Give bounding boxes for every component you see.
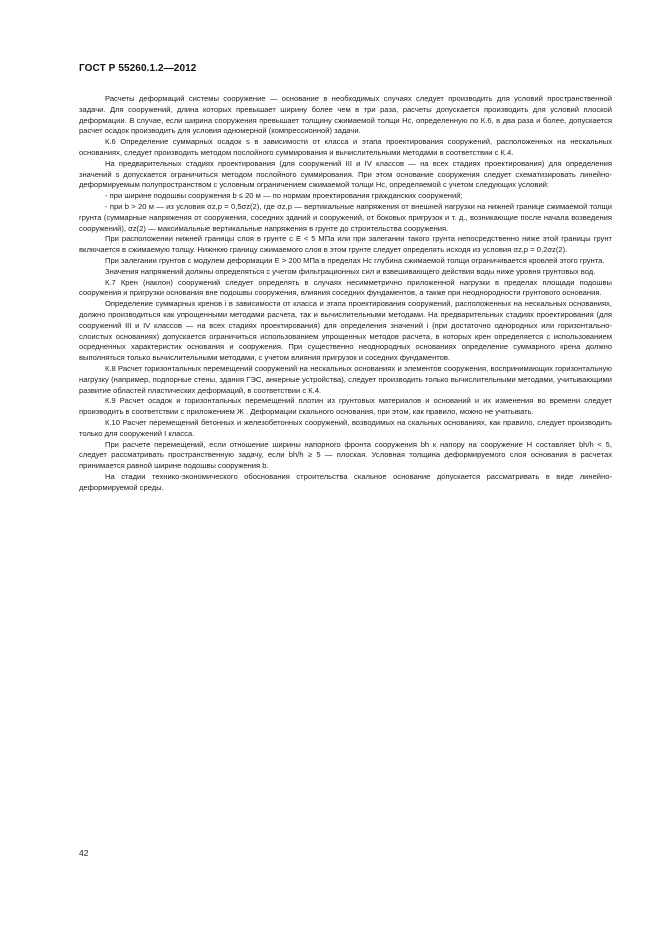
paragraph: При расчете перемещений, если отношение ширины напорного фронта сооружения bh к напору на сооружение H составляет bh/h < 5, следует рассматривать пространственную задачу, если bh/h ≥ 5 — плоская. Условная толщина деформируемого слоя основания в расчетах принимается равной ширине подошвы сооружения b. [79,439,612,471]
document-body [79,94,612,493]
paragraph: При расположении нижней границы слоя в грунте с E < 5 МПа или при залегании такого грунта непосредственно ниже этой границы грунт включается в сжимаемую толщу. Нижнюю границу сжимаемого слоя в этом грунте следует определять исходя из условия σz,p = 0,2σz(2). [79,234,612,255]
page-number: 42 [79,848,89,858]
paragraph: К.6 Определение суммарных осадок s в зависимости от класса и этапа проектирования сооружений, расположенных на нескальных основаниях, следует производить методом послойного суммирования и вычислительными методами в соответствии с К.4. [79,137,612,157]
paragraph: На стадии технико-экономического обоснования строительства скальное основание допускается рассматривать в виде линейно-деформируемой среды. [79,471,612,492]
paragraph: Значения напряжений должны определяться с учетом фильтрационных сил и взвешивающего действия воды ниже уровня грунтовых вод. [105,266,596,276]
paragraph: При залегании грунтов с модулем деформации E > 200 МПа в пределах Hc глубина сжимаемой толщи ограничивается кровлей этого грунта. [105,255,605,265]
paragraph: К.8 Расчет горизонтальных перемещений сооружений на нескальных основаниях и элементов сооружения, воспринимающих горизонтальную нагрузку (например, подпорные стены, здания ГЭС, анкерные устройства), следует производить только вычислительными методами, учитывающими развитие областей пластических деформаций, в соответствии с К.4. [79,363,612,395]
paragraph: - при b > 20 м — из условия σz,p = 0,5σz(2), где σz,p — вертикальные напряжения от внешней нагрузки на нижней границе сжимаемой толщи грунта (суммарные напряжения от сооружения, соседних зданий и сооружений, от боковых пригрузок и т. д., возникающие после начала возведения сооружений), σz(2) — максимальные вертикальные напряжения в грунте до строительства сооружения. [79,201,612,233]
document-header: ГОСТ Р 55260.1.2—2012 [79,63,197,74]
paragraph: Определение суммарных кренов i в зависимости от класса и этапа проектирования сооружений, расположенных на нескальных основаниях, должно производиться как упрощенными методами расчета, так и вычислительными методами. На предварительных стадиях проектирования (для сооружений III и IV классов — на всех стадиях проектирования) для определения значений i (при достаточно однородных или горизонтально-слоистых основаниях) допускается ограничиться использованием упрощенных методов расчета, в которых крен определяется с использованием осредненных характеристик основания и сооружения. При существенно неоднородных основаниях определение суммарного крена должно выполняться только вычислительными методами, с учетом влияния пригрузок и соседних фундаментов. [79,299,612,363]
paragraph: К.7 Крен (наклон) сооружений следует определять в случаях несимметрично приложенной нагрузки в пределах площади подошвы сооружения и пригрузки основания вне подошвы сооружения, влияния соседних фундаментов, а также при неоднородности грунтового основания. [79,277,612,298]
paragraph: К.10 Расчет перемещений бетонных и железобетонных сооружений, возводимых на скальных основаниях, как правило, следует производить только для сооружений I класса. [79,417,612,438]
paragraph: - при ширине подошвы сооружения b ≤ 20 м — по нормам проектирования гражданских сооружений; [105,191,463,201]
paragraph: Расчеты деформаций системы сооружение — основание в необходимых случаях следует производить для условий пространственной задачи. Для сооружений, длина которых превышает ширину более чем в три раза, расчеты допускается производить для условий плоской деформации. В случае, если ширина сооружения превышает толщину сжимаемой толщи Hc, определенную по К.6, в два раза и более, допускается расчет осадок производить для условия одномерной (компрессионной) задачи. [79,94,612,136]
paragraph: На предварительных стадиях проектирования (для сооружений III и IV классов — на всех стадиях проектирования) для определения значений s допускается ограничиться методом послойного суммирования. При этом основание сооружения следует схематизировать линейно-деформируемым полупространством с условным ограничением сжимаемой толщи Hc, определяемой с учетом следующих условий: [79,158,612,190]
paragraph: К.9 Расчет осадок и горизонтальных перемещений плотин из грунтовых материалов и оснований и их изменения во времени следует производить в соответствии с приложением Ж . Деформации скального основания, при этом, как правило, можно не учитывать. [79,396,612,417]
